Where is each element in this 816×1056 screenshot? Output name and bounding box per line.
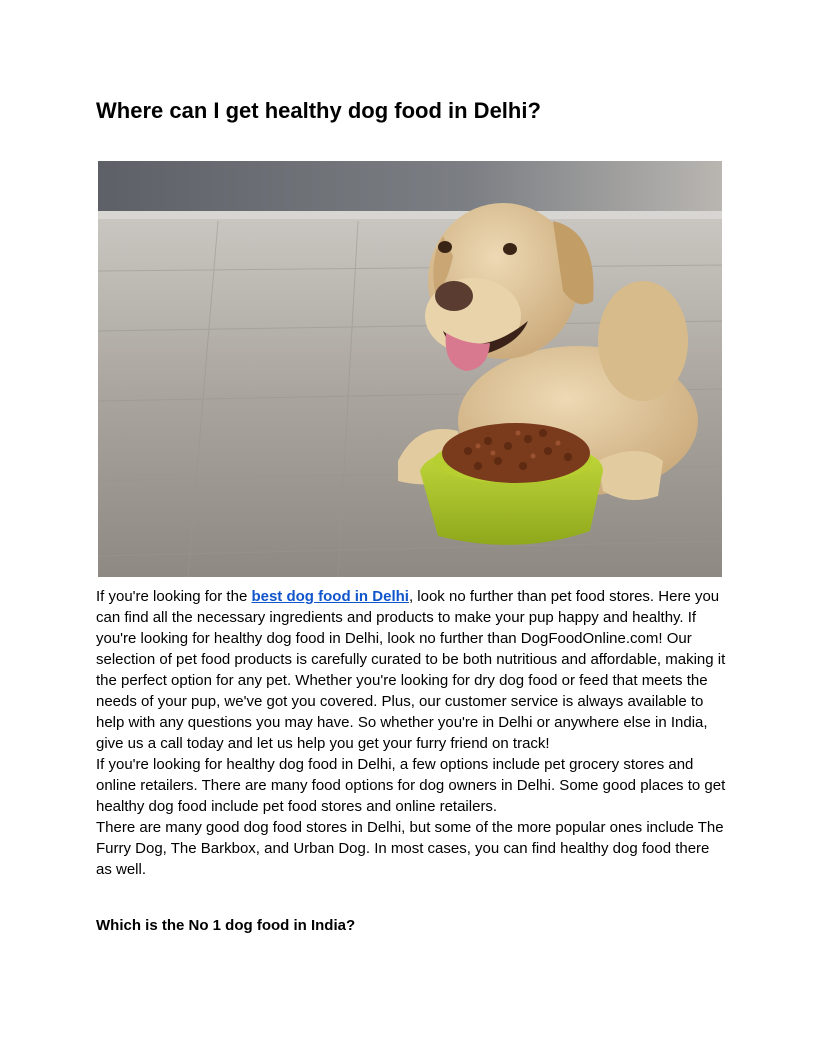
- page-title: Where can I get healthy dog food in Delhi?: [96, 98, 541, 123]
- paragraph-1: [96, 586, 726, 754]
- best-dog-food-link[interactable]: best dog food in Delhi: [251, 588, 409, 605]
- paragraph-3: There are many good dog food stores in Delhi, but some of the more popular ones include The Furry Dog, The Barkbox, and Urban Dog. In most cases, you can find healthy dog food there as well.: [96, 819, 724, 878]
- paragraph-2: If you're looking for healthy dog food in Delhi, a few options include pet grocery stores and online retailers. There are many food options for dog owners in Delhi. Some good places to get healthy dog food include pet food stores and online retailers.: [96, 756, 726, 815]
- dog-photo-icon: [98, 161, 722, 577]
- article-body: [96, 586, 726, 880]
- dog-photo: [98, 161, 722, 577]
- section-subheading: Which is the No 1 dog food in India?: [96, 917, 356, 934]
- paragraph-1-rest: , look no further than pet food stores. Here you can find all the necessary ingredients and products to make your pup happy and healthy. If you're looking for healthy dog food in Delhi, look no further than DogFoodOnline.com! Our selection of pet food products is carefully curated to be both nutritious and affordable, making it the perfect option for any pet. Whether you're looking for dry dog food or feed that meets the needs of your pup, we've got you covered. Plus, our customer service is always available to help with any questions you may have. So whether you're in Delhi or anywhere else in India, give us a call today and let us help you get your furry friend on track!: [96, 588, 726, 752]
- paragraph-1-intro: If you're looking for the: [96, 588, 252, 605]
